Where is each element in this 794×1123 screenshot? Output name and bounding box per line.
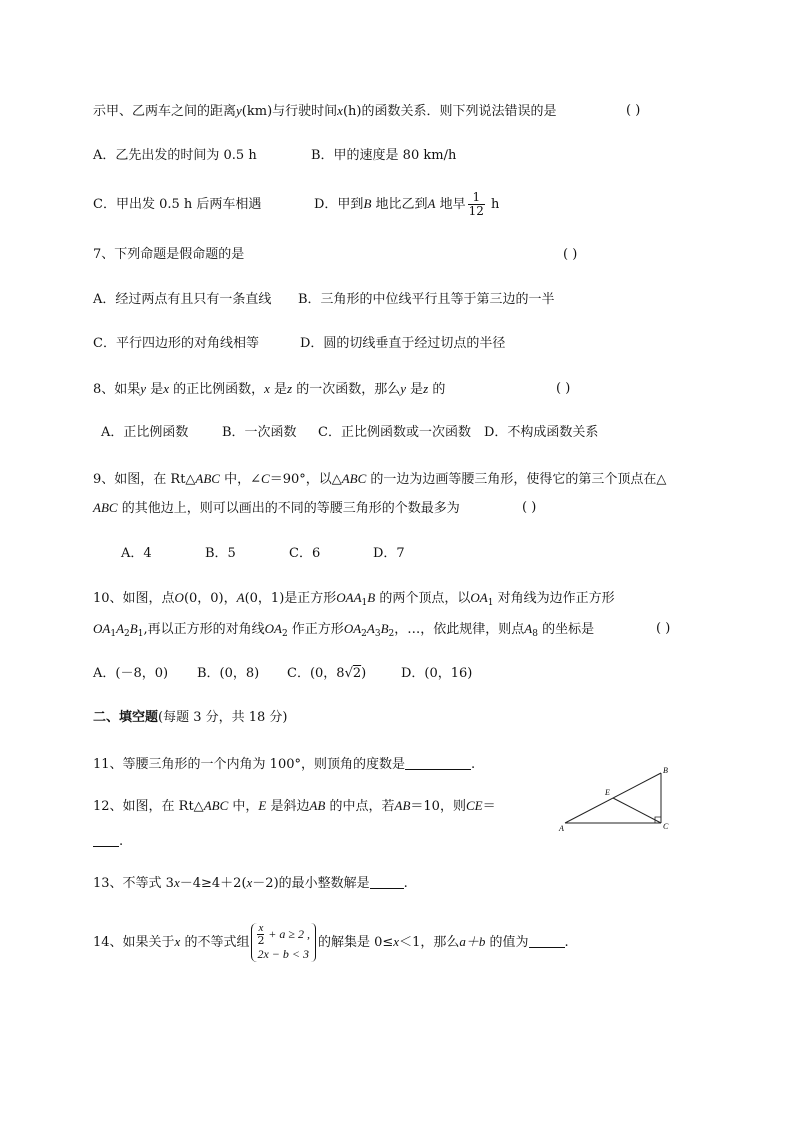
q9-option-b: B．5 xyxy=(205,546,236,561)
q14 xyxy=(93,915,569,970)
square-label: B xyxy=(367,590,376,605)
var-x: x xyxy=(163,381,169,396)
q9-option-d: D．7 xyxy=(373,546,405,561)
subscript: 8 xyxy=(532,629,538,639)
q11-text: 11、等腰三角形的一个内角为 100°，则顶角的度数是 xyxy=(93,757,405,772)
answer-blank[interactable] xyxy=(370,874,404,889)
segment-ce: CE xyxy=(465,798,483,813)
q14-text: 14、如果关于 xyxy=(93,935,175,950)
triangle-abc: ABC xyxy=(203,798,229,813)
q8-text: 是 xyxy=(146,382,164,397)
square-label: A xyxy=(366,621,375,636)
q10-option-c xyxy=(287,665,366,683)
var-z: z xyxy=(423,381,429,396)
q13-end: . xyxy=(403,876,408,891)
q6-answer-paren[interactable]: ( ) xyxy=(626,103,641,118)
q13 xyxy=(93,874,408,893)
triangle-figure xyxy=(555,765,675,833)
q12-text: 12、如图，在 Rt△ xyxy=(93,799,204,814)
q13-text: －4≥4＋2( xyxy=(179,876,247,891)
q12-text: 中， xyxy=(228,799,259,814)
q12-text: ＝ xyxy=(482,799,496,814)
q8-option-a: A．正比例函数 xyxy=(101,425,189,440)
q9-text: 9、如图，在 Rt△ xyxy=(93,472,196,487)
q8-option-d: D．不构成函数关系 xyxy=(484,425,599,440)
q14-text: ＜1，那么 xyxy=(399,935,460,950)
q6-option-d-text: 地比乙到 xyxy=(371,197,428,212)
section-note: (每题 3 分，共 18 分) xyxy=(158,710,288,725)
unit-hours: h xyxy=(486,197,500,212)
q14-text: 的解集是 0≤ xyxy=(317,935,394,950)
q6-option-d-text: 地早 xyxy=(435,197,466,212)
q10-option-c-text: C．(0，8 xyxy=(287,666,345,681)
point-b: B xyxy=(363,196,372,211)
q8-text: 的一次函数，那么 xyxy=(292,382,401,397)
q8-text: 的 xyxy=(428,382,446,397)
q10-stem-line1 xyxy=(93,589,615,612)
q10-text: ，…，依此规律，则点 xyxy=(394,622,525,637)
q10-text: 作正方形 xyxy=(287,622,344,637)
q9-stem-line2 xyxy=(93,499,460,518)
q7-option-c: C．平行四边形的对角线相等 xyxy=(93,336,259,351)
inequality-1-rest: + a ≥ 2 , xyxy=(268,927,310,941)
fraction-numerator: 1 xyxy=(468,191,485,205)
label-e: E xyxy=(605,788,610,797)
q6-option-c: C．甲出发 0.5 h 后两车相遇 xyxy=(93,197,262,212)
var-x: x xyxy=(393,934,400,949)
var-x: x xyxy=(264,381,270,396)
square-label: OA xyxy=(93,621,111,636)
diagonal-label: OA xyxy=(470,590,488,605)
left-brace-icon xyxy=(251,923,257,962)
square-label: A xyxy=(116,621,125,636)
q7-option-d: D．圆的切线垂直于经过切点的半径 xyxy=(300,336,506,351)
q9-text: 的一边为边画等腰三角形，使得它的第三个顶点在△ xyxy=(366,472,667,487)
q7-option-b: B．三角形的中位线平行且等于第三边的一半 xyxy=(298,292,555,307)
fraction-one-twelfth xyxy=(468,191,485,218)
fraction-numerator: x xyxy=(258,922,264,934)
square-label: OA xyxy=(343,621,362,636)
fraction-denominator: 12 xyxy=(468,204,484,218)
subscript: 3 xyxy=(374,629,381,639)
q6-stem-text: (h)的函数关系．则下列说法错误的是 xyxy=(342,104,557,119)
q7-stem: 7、下列命题是假命题的是 xyxy=(93,247,245,262)
q12-text: 的中点，若 xyxy=(325,799,395,814)
var-x: x xyxy=(173,875,180,890)
q6-option-b: B．甲的速度是 80 km/h xyxy=(311,148,457,163)
var-z: z xyxy=(287,381,293,396)
q10-text: ,再以正方形的对角线 xyxy=(143,622,265,637)
q10-option-d: D．(0，16) xyxy=(401,666,473,681)
section-title: 二、填空题 xyxy=(93,710,159,725)
subscript: 2 xyxy=(281,629,288,639)
q9-option-a: A．4 xyxy=(121,546,152,561)
q8-text: 是 xyxy=(269,382,288,397)
angle-c: C xyxy=(261,471,270,486)
answer-blank[interactable] xyxy=(405,755,471,770)
q8-option-c: C．正比例函数或一次函数 xyxy=(318,425,471,440)
q10-text: 对角线为边作正方形 xyxy=(493,591,615,606)
subscript: 2 xyxy=(124,629,130,639)
q9-text: 中，∠ xyxy=(219,472,262,487)
q7-answer-paren[interactable]: ( ) xyxy=(563,247,578,262)
q10-text: 的两个顶点，以 xyxy=(375,591,471,606)
triangle-abc: ABC xyxy=(93,500,118,515)
section-heading xyxy=(93,709,288,727)
q12-line1 xyxy=(93,797,496,816)
point-e: E xyxy=(258,798,267,813)
var-y: y xyxy=(236,103,242,118)
point-a: A xyxy=(427,196,436,211)
q8-text: 8、如果 xyxy=(93,382,141,397)
q11-end: . xyxy=(471,757,476,772)
q8-answer-paren[interactable]: ( ) xyxy=(556,381,571,396)
diagonal-label: OA xyxy=(264,621,282,636)
right-brace-icon xyxy=(311,923,316,962)
sqrt-icon: √ xyxy=(344,666,353,681)
q6-stem-text: (km)与行驶时间 xyxy=(241,104,338,119)
sqrt-radicand: 2 xyxy=(352,666,362,681)
q9-text: ＝90°，以△ xyxy=(269,472,342,487)
q7-option-a: A．经过两点有且只有一条直线 xyxy=(93,292,272,307)
q10-answer-paren[interactable]: ( ) xyxy=(656,621,671,636)
q6-option-a: A．乙先出发的时间为 0.5 h xyxy=(93,148,257,163)
subscript: 1 xyxy=(110,629,117,639)
var-x: x xyxy=(337,103,343,118)
subscript: 1 xyxy=(361,598,368,608)
expr-a-plus-b: a＋b xyxy=(459,934,486,949)
q13-text: －2)的最小整数解是 xyxy=(252,876,370,891)
q10-text: 10、如图，点 xyxy=(93,591,175,606)
fraction-x-over-2 xyxy=(257,923,264,946)
q8-option-b: B．一次函数 xyxy=(222,425,297,440)
q14-text: 的值为 xyxy=(485,935,529,950)
q6-option-d xyxy=(314,186,499,223)
inequality-row-1 xyxy=(257,923,310,946)
q8-text: 是 xyxy=(406,382,424,397)
var-y: y xyxy=(400,381,407,396)
answer-blank[interactable] xyxy=(93,832,119,847)
label-c: C xyxy=(663,822,669,831)
segment-ab: AB xyxy=(394,798,411,813)
subscript: 1 xyxy=(487,598,494,608)
square-label: OAA xyxy=(336,590,362,605)
subscript: 2 xyxy=(361,629,367,639)
q14-text: 的不等式组 xyxy=(180,935,250,950)
triangle-abc: ABC xyxy=(341,471,367,486)
segment-ab: AB xyxy=(309,798,326,813)
q10-text: 的坐标是 xyxy=(537,622,595,637)
point-a: A xyxy=(236,590,245,605)
inequality-system xyxy=(251,923,316,962)
var-x: x xyxy=(246,875,253,890)
segment-ce-line xyxy=(613,798,661,823)
inequality-row-2: 2x − b < 3 xyxy=(257,947,309,961)
q10-option-a: A．(－8，0) xyxy=(93,666,169,681)
q6-option-d-text: D．甲到 xyxy=(314,197,364,212)
square-label: B xyxy=(129,621,138,636)
var-y: y xyxy=(140,381,147,396)
q12-text: 是斜边 xyxy=(266,799,310,814)
q13-text: 13、不等式 3 xyxy=(93,876,174,891)
point-o: O xyxy=(174,590,184,605)
label-b: B xyxy=(663,766,668,775)
q6-stem xyxy=(93,102,556,121)
subscript: 1 xyxy=(137,629,144,639)
q8-stem xyxy=(93,380,445,399)
q12-end: . xyxy=(119,834,124,849)
q10-option-b: B．(0，8) xyxy=(197,666,260,681)
q6-stem-text: 示甲、乙两车之间的距离 xyxy=(93,104,237,119)
q9-stem-line1 xyxy=(93,470,666,489)
subscript: 2 xyxy=(388,629,395,639)
var-x: x xyxy=(174,934,181,949)
q10-text: (0，0)， xyxy=(183,591,237,606)
label-a: A xyxy=(559,824,564,833)
q8-text: 的正比例函数， xyxy=(168,382,265,397)
q9-answer-paren[interactable]: ( ) xyxy=(522,500,537,515)
fraction-denominator: 2 xyxy=(257,934,265,947)
q10-option-c-text: ) xyxy=(361,666,367,681)
q12-line2 xyxy=(93,832,123,851)
answer-blank[interactable] xyxy=(529,933,565,948)
q11 xyxy=(93,755,475,774)
square-label: B xyxy=(380,621,389,636)
point-a8: A xyxy=(524,621,533,636)
q10-stem-line2 xyxy=(93,620,594,643)
q9-text: 的其他边上，则可以画出的不同的等腰三角形的个数最多为 xyxy=(117,501,460,516)
q9-option-c: C．6 xyxy=(289,546,321,561)
triangle-abc: ABC xyxy=(195,471,220,486)
q10-text: (0，1)是正方形 xyxy=(244,591,337,606)
q14-end: . xyxy=(564,935,569,950)
q12-text: ＝10，则 xyxy=(410,799,466,814)
